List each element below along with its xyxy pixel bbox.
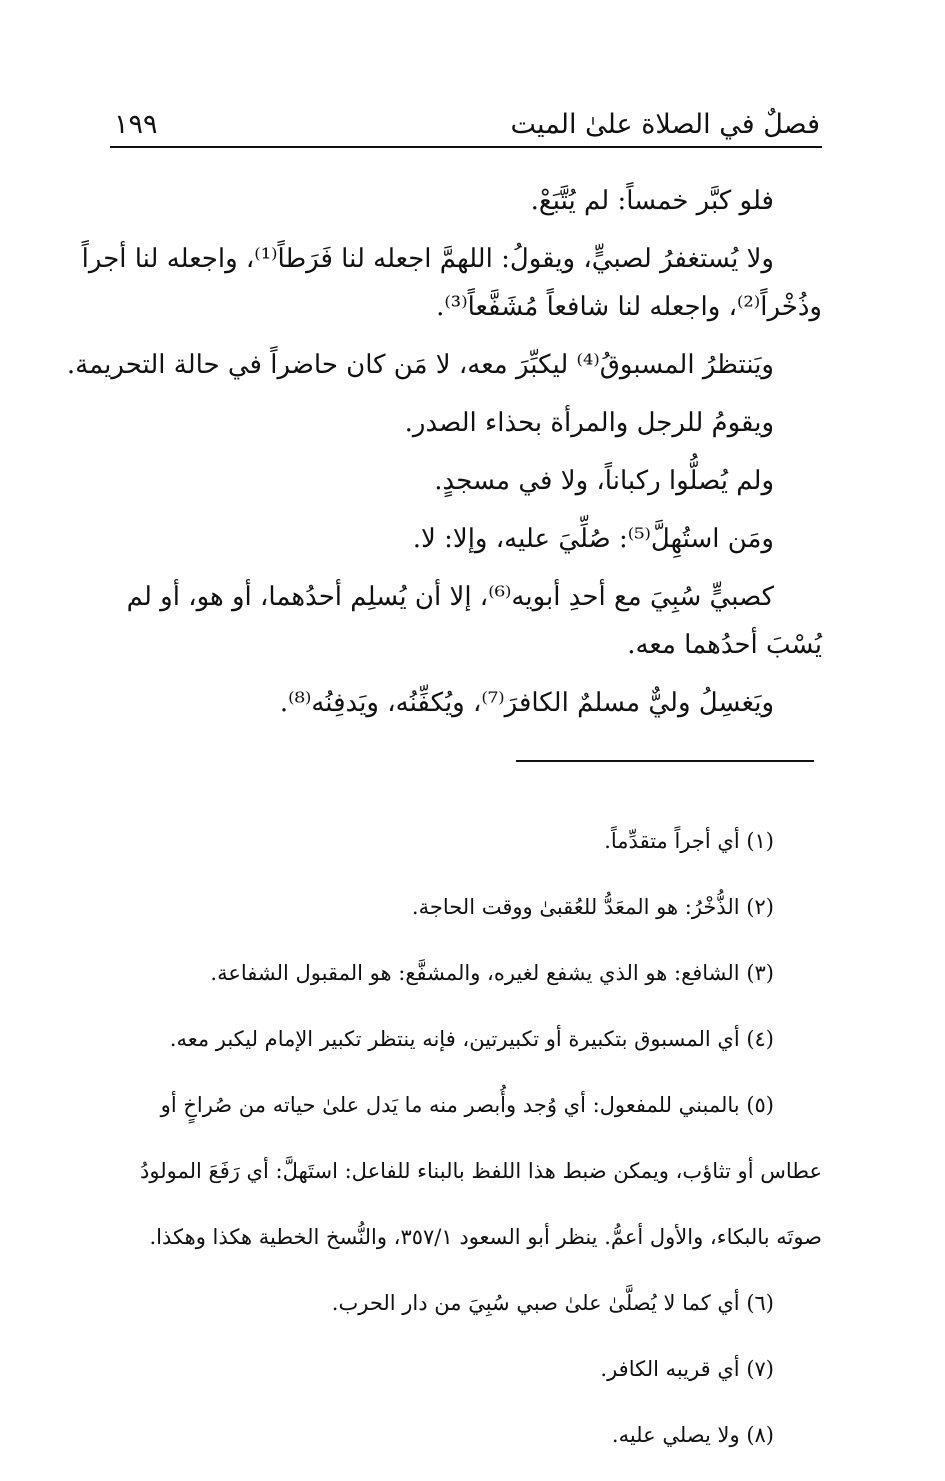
text-line: يُسْبَ أحدُهما معه. [627,630,822,660]
text-line: ولا يُستغفرُ لصبيٍّ، ويقولُ: اللهمَّ اجعله لنا فَرَطاً⁽¹⁾، واجعله لنا أجراً [81,244,774,274]
running-header [110,100,822,148]
text-line: فلو كبَّر خمساً: لم يُتَّبَعْ. [530,186,774,216]
footnote-line: صوتَه بالبكاء، والأول أعمُّ. ينظر أبو السعود ٣٥٧/١، والنُّسخ الخطية هكذا وهكذا. [149,1225,822,1249]
footnotes [108,800,822,1481]
footnote-line: (٣) الشافع: هو الذي يشفع لغيره، والمشفَّع: هو المقبول الشفاعة. [210,961,774,985]
chapter-title: فصلٌ في الصلاة علىٰ الميت [510,109,820,140]
text-line: ويقومُ للرجل والمرأة بحذاء الصدر. [404,408,774,438]
footnote-line: (٥) بالمبني للمفعول: أي وُجد وأُبصر منه ما يَدل علىٰ حياته من صُراخٍ أو [160,1093,774,1117]
text-line: وذُخْراً⁽²⁾، واجعله لنا شافعاً مُشَفَّعاً⁽³⁾. [436,292,822,322]
footnote-line: (٦) أي كما لا يُصلَّىٰ علىٰ صبي سُبِيَ من دار الحرب. [331,1291,774,1315]
text-line: ويَغسِلُ وليٌّ مسلمٌ الكافرَ⁽⁷⁾، ويُكفِّنُه، ويَدفِنُه⁽⁸⁾. [279,688,774,718]
text-line: ويَنتظرُ المسبوقُ⁽⁴⁾ ليكبِّرَ معه، لا مَن كان حاضراً في حالة التحريمة. [66,350,774,380]
footnote-line: (٢) الذُّخْرُ: هو المعَدُّ للعُقبىٰ ووقت الحاجة. [411,895,774,919]
page-number: ١٩٩ [114,109,158,140]
text-line: ومَن استُهِلَّ⁽⁵⁾: صُلِّيَ عليه، وإلا: لا. [412,524,774,554]
footnote-line: عطاس أو تثاؤب، ويمكن ضبط هذا اللفظ بالبناء للفاعل: استَهلَّ: أي رَفَعَ المولودُ [140,1159,822,1183]
footnote-line: (١) أي أجراً متقدِّماً. [604,829,774,853]
main-text [66,178,822,738]
footnote-line: (٤) أي المسبوق بتكبيرة أو تكبيرتين، فإنه ينتظر تكبير الإمام ليكبر معه. [169,1027,774,1051]
footnote-separator [516,760,814,762]
footnote-line: (٧) أي قريبه الكافر. [600,1357,774,1381]
text-line: ولم يُصلُّوا ركباناً، ولا في مسجدٍ. [434,466,774,496]
text-line: كصبيٍّ سُبِيَ مع أحدِ أبويه⁽⁶⁾، إلا أن يُسلِم أحدُهما، أو هو، أو لم [126,582,774,612]
footnote-line: (٨) ولا يصلي عليه. [611,1423,774,1447]
